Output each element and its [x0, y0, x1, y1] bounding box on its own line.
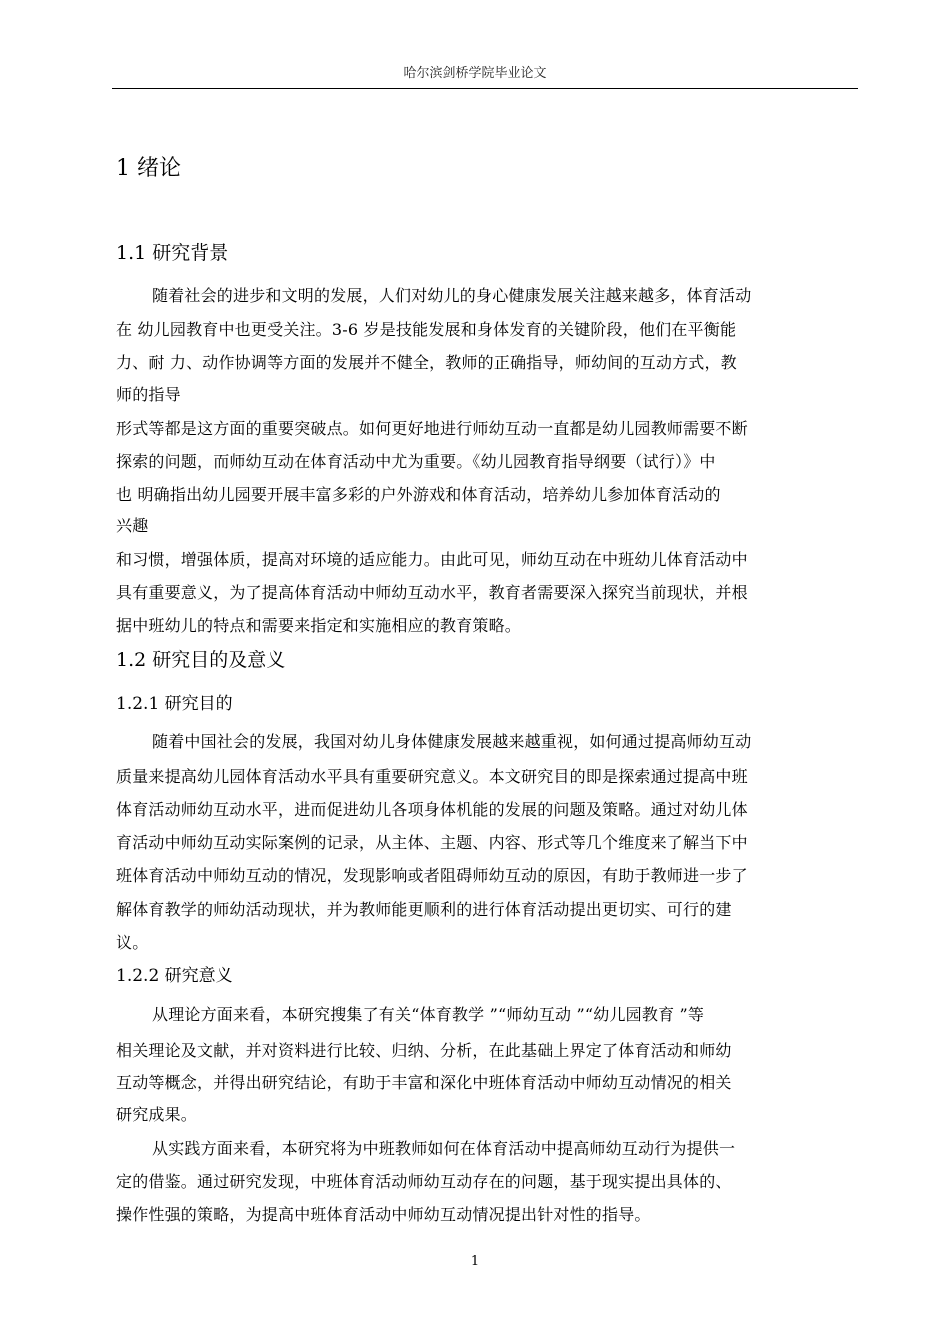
- paragraph-line: 兴趣: [116, 516, 149, 535]
- paragraph-line: 互动等概念，并得出研究结论，有助于丰富和深化中班体育活动中师幼互动情况的相关: [116, 1073, 732, 1092]
- paragraph-line: 相关理论及文献，并对资料进行比较、归纳、分析，在此基础上界定了体育活动和师幼: [116, 1041, 732, 1060]
- header-divider: [112, 88, 858, 89]
- paragraph-line: 力、耐 力、动作协调等方面的发展并不健全，教师的正确指导，师幼间的互动方式，教: [116, 353, 737, 372]
- paragraph-line: 操作性强的策略，为提高中班体育活动中师幼互动情况提出针对性的指导。: [116, 1205, 651, 1224]
- page-header: 哈尔滨剑桥学院毕业论文: [403, 66, 547, 81]
- subsection-title-1-2-2: 1.2.2 研究意义: [116, 966, 233, 986]
- paragraph-line: 探索的问题，而师幼互动在体育活动中尤为重要。《幼儿园教育指导纲要（试行）》中: [116, 452, 716, 471]
- section-title-1-2: 1.2 研究目的及意义: [116, 649, 286, 671]
- paragraph-line: 班体育活动中师幼互动的情况，发现影响或者阻碍师幼互动的原因，有助于教师进一步了: [116, 866, 748, 885]
- paragraph-line: 议。: [116, 933, 149, 952]
- section-title-1-1: 1.1 研究背景: [116, 242, 229, 264]
- subsection-title-1-2-1: 1.2.1 研究目的: [116, 694, 233, 714]
- paragraph-line: 质量来提高幼儿园体育活动水平具有重要研究意义。本文研究目的即是探索通过提高中班: [116, 767, 748, 786]
- paragraph-line: 形式等都是这方面的重要突破点。如何更好地进行师幼互动一直都是幼儿园教师需要不断: [116, 419, 748, 438]
- paragraph-line: 在 幼儿园教育中也更受关注。3-6 岁是技能发展和身体发育的关键阶段，他们在平衡能: [116, 320, 737, 339]
- paragraph-line: 也 明确指出幼儿园要开展丰富多彩的户外游戏和体育活动，培养幼儿参加体育活动的: [116, 485, 721, 504]
- page-number: 1: [470, 1254, 480, 1269]
- paragraph-line: 育活动中师幼互动实际案例的记录，从主体、主题、内容、形式等几个维度来了解当下中: [116, 833, 748, 852]
- paragraph-line: 和习惯，增强体质，提高对环境的适应能力。由此可见，师幼互动在中班幼儿体育活动中: [116, 550, 748, 569]
- paragraph-line: 定的借鉴。通过研究发现，中班体育活动师幼互动存在的问题，基于现实提出具体的、: [116, 1172, 732, 1191]
- paragraph-line: 随着社会的进步和文明的发展，人们对幼儿的身心健康发展关注越来越多，体育活动: [152, 286, 752, 305]
- paragraph-line: 从理论方面来看，本研究搜集了有关“体育教学 ”“师幼互动 ”“幼儿园教育 ”等: [152, 1005, 705, 1024]
- paragraph-line: 具有重要意义，为了提高体育活动中师幼互动水平，教育者需要深入探究当前现状，并根: [116, 583, 748, 602]
- paragraph-line: 体育活动师幼互动水平，进而促进幼儿各项身体机能的发展的问题及策略。通过对幼儿体: [116, 800, 748, 819]
- paragraph-line: 解体育教学的师幼活动现状，并为教师能更顺利的进行体育活动提出更切实、可行的建: [116, 900, 732, 919]
- paragraph-line: 据中班幼儿的特点和需要来指定和实施相应的教育策略。: [116, 616, 522, 635]
- paragraph-line: 师的指导: [116, 385, 181, 404]
- chapter-title: 1 绪论: [116, 156, 181, 181]
- paragraph-line: 从实践方面来看，本研究将为中班教师如何在体育活动中提高师幼互动行为提供一: [152, 1139, 736, 1158]
- paragraph-line: 随着中国社会的发展，我国对幼儿身体健康发展越来越重视，如何通过提高师幼互动: [152, 732, 752, 751]
- paragraph-line: 研究成果。: [116, 1105, 198, 1124]
